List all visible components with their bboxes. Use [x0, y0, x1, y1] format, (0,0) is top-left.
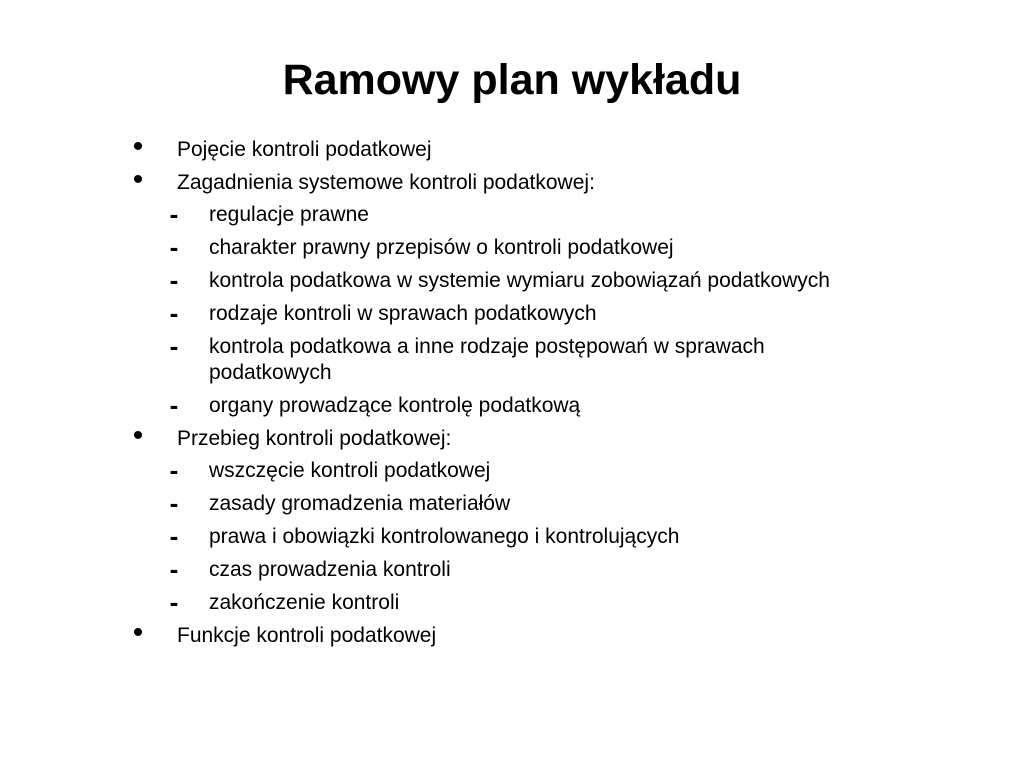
sub-list-item: prawa i obowiązki kontrolowanego i kontrolujących — [209, 525, 680, 548]
bullet-marker: • — [132, 130, 144, 163]
bullet-marker: • — [132, 419, 144, 452]
dash-marker: - — [169, 554, 179, 584]
sub-list-item: zakończenie kontroli — [209, 591, 400, 614]
list-item: Zagadnienia systemowe kontroli podatkowej: — [177, 171, 595, 194]
dash-marker: - — [169, 488, 179, 518]
bullet-marker: • — [132, 616, 144, 649]
list-item: Funkcje kontroli podatkowej — [177, 624, 437, 647]
sub-list-item: rodzaje kontroli w sprawach podatkowych — [209, 302, 597, 325]
sub-list-item: czas prowadzenia kontroli — [209, 558, 451, 581]
dash-marker: - — [169, 298, 179, 328]
dash-marker: - — [169, 265, 179, 295]
dash-marker: - — [169, 331, 179, 361]
dash-marker: - — [169, 199, 179, 229]
sub-list-item: kontrola podatkowa w systemie wymiaru zobowiązań podatkowych — [209, 269, 830, 292]
sub-list-item: regulacje prawne — [209, 203, 369, 226]
sub-list-item: kontrola podatkowa a inne rodzaje postępowań w sprawach podatkowych — [209, 335, 765, 384]
sub-list-item: zasady gromadzenia materiałów — [209, 492, 511, 515]
bullet-marker: • — [132, 163, 144, 196]
dash-marker: - — [169, 587, 179, 617]
sub-list-item: wszczęcie kontroli podatkowej — [209, 459, 491, 482]
dash-marker: - — [169, 455, 179, 485]
dash-marker: - — [169, 390, 179, 420]
list-item: Przebieg kontroli podatkowej: — [177, 427, 452, 450]
sub-list-item: charakter prawny przepisów o kontroli podatkowej — [209, 236, 674, 259]
dash-marker: - — [169, 232, 179, 262]
sub-list-item: organy prowadzące kontrolę podatkową — [209, 394, 581, 417]
dash-marker: - — [169, 521, 179, 551]
slide-title: Ramowy plan wykładu — [282, 56, 742, 104]
list-item: Pojęcie kontroli podatkowej — [177, 138, 432, 161]
